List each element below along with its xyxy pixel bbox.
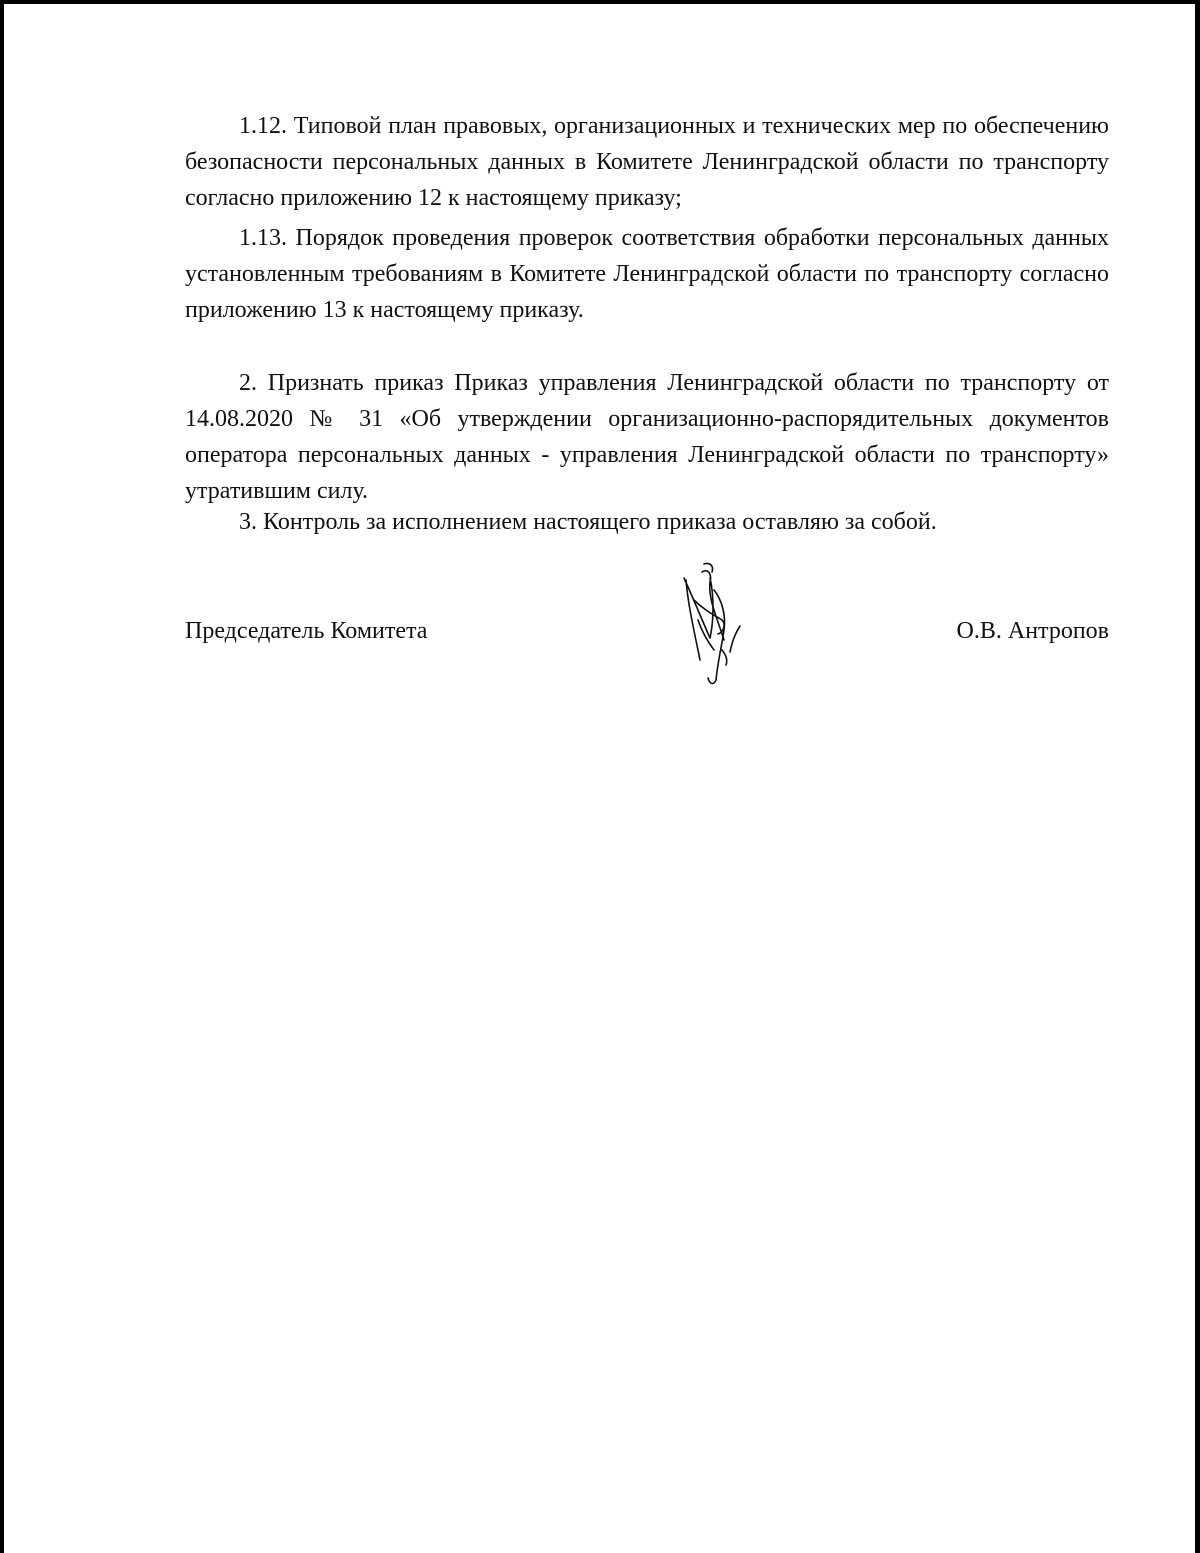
signer-name: О.В. Антропов — [956, 618, 1109, 644]
paragraph-2: 2. Признать приказ Приказ управления Ленинградской области по транспорту от 14.08.2020 № 31 «Об утверждении организационно-распорядительных документов оператора персональных данных - управления Ленинградской области по транспорту» утратившим силу. — [185, 370, 1109, 504]
position-title: Председатель Комитета — [185, 618, 428, 644]
handwritten-signature-icon — [674, 560, 754, 690]
paragraph-1-12: 1.12. Типовой план правовых, организационных и технических мер по обеспечению безопасности персональных данных в Комитете Ленинградской области по транспорту согласно приложению 12 к настоящему приказу; — [185, 113, 1109, 211]
paragraph-1-13: 1.13. Порядок проведения проверок соответствия обработки персональных данных установленным требованиям в Комитете Ленинградской области по транспорту согласно приложению 13 к настоящему приказу. — [185, 225, 1109, 323]
paragraph-3: 3. Контроль за исполнением настоящего приказа оставляю за собой. — [239, 509, 937, 535]
signature-block — [185, 613, 1109, 653]
